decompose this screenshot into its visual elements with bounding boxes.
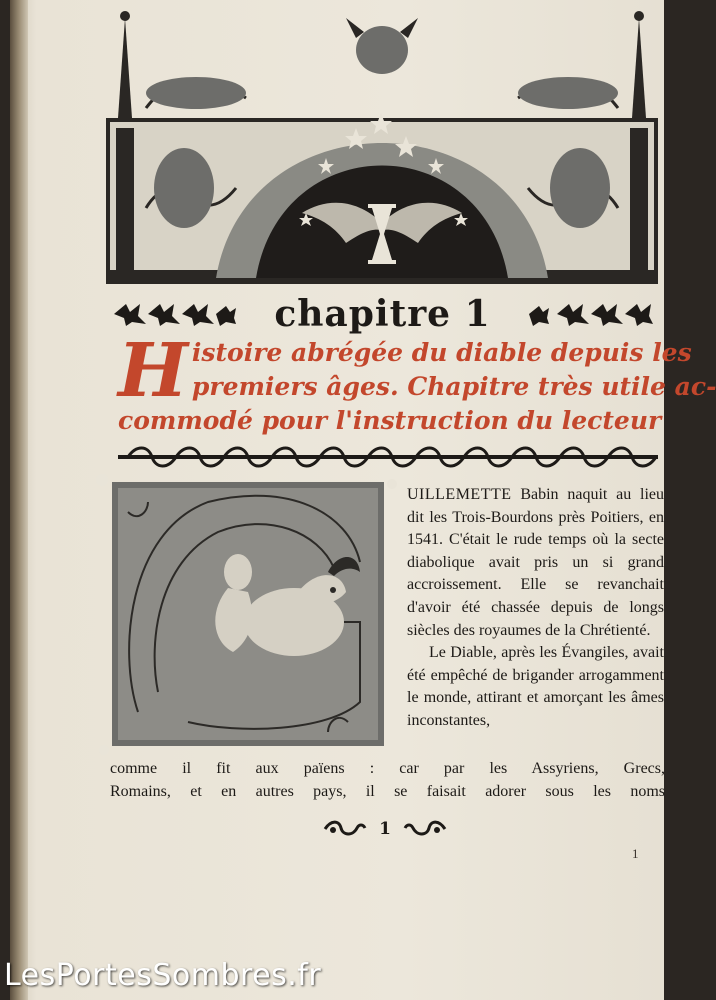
rubric-line-1: istoire abrégée du diable depuis les [191,338,692,367]
book-spine [10,0,28,1000]
historiated-initial-g-engraving [98,472,398,756]
full-width-line-1: comme il fit aux païens : car par les Assyriens, Grecs, [110,760,665,777]
chapter-title-rubric [118,328,716,438]
corner-page-number: 1 [632,846,639,861]
right-folio-ornament [403,820,447,838]
body-text-column [407,484,664,733]
left-folio-ornament [323,820,367,838]
second-paragraph: Le Diable, après les Évangiles, avait été empêché de brigander arrogamment le monde, attirant et amorçant les âmes inconstantes, [407,644,664,729]
page-number: 1 [379,819,391,839]
full-width-line-2: Romains, et en autres pays, il se faisait adorer sous les noms [110,783,665,800]
right-flourish-ornament [527,300,655,328]
rubric-line-3: commodé pour l'instruction du lecteur [118,406,662,435]
ornamental-scroll-divider [118,444,658,470]
rubric-initial-letter: H [118,328,188,414]
site-watermark: LesPortesSombres.fr [4,958,322,993]
book-page [10,0,716,1000]
gothic-headpiece-engraving [106,8,658,290]
chapter-heading-row [110,292,655,336]
chapter-heading: chapitre 1 [274,293,491,335]
drop-word: UILLEMETTE [407,486,512,503]
page-folio [310,816,460,842]
first-paragraph-text: Babin naquit au lieu dit les Trois-Bourdons près Poitiers, en 1541. C'était le rude temps où la secte diabolique avait pris un si grand accroissement. Elle se revanchait d'avoir été chassée depuis de longs siècles des royaumes de la Chrétienté. [407,486,664,639]
rubric-line-2: premiers âges. Chapitre très utile ac- [191,372,716,401]
first-paragraph [407,484,664,642]
left-flourish-ornament [110,300,238,328]
